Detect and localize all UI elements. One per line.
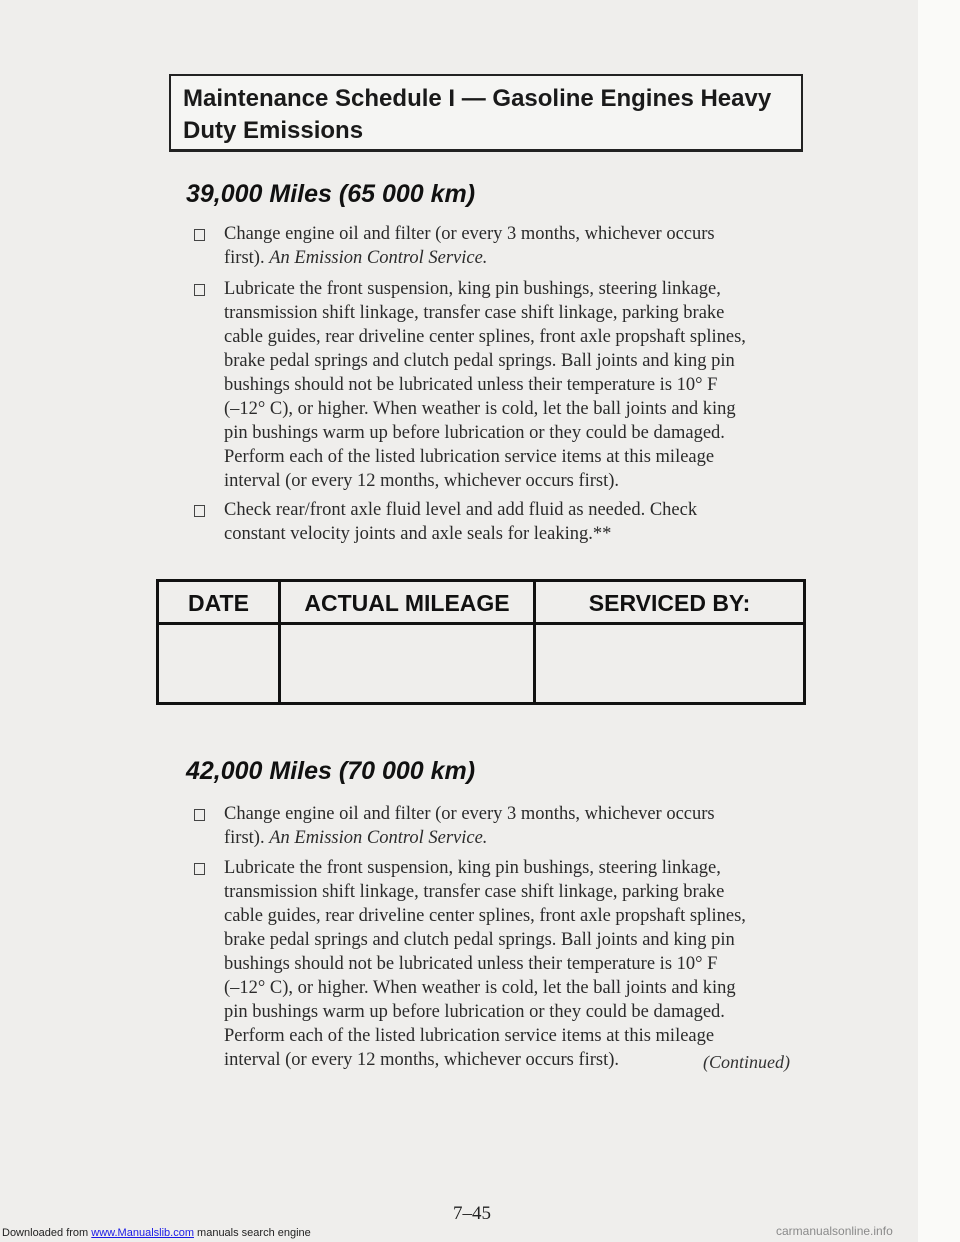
item-text: Lubricate the front suspension, king pin bushings, steering linkage, transmission shift linkage, transfer case shift linkage, parking brake cable guides, rear driveline center splines, front axle propshaft splines, brake pedal springs and clutch pedal springs. Ball joints and king pin bushings should not be lubricated unless their temperature is 10° F (–12° C), or higher. When weather is cold, let the ball joints and king pin bushings warm up before lubrication or they could be damaged. Perform each of the listed lubrication service items at this mileage interval (or every 12 months, whichever occurs first). <box>224 279 746 491</box>
checklist-item <box>195 856 805 1072</box>
item-text: Change engine oil and filter (or every 3 months, whichever occurs first). An Emission Control Service. <box>224 224 715 268</box>
checkbox-icon[interactable] <box>194 284 205 296</box>
checkbox-icon[interactable] <box>194 809 205 821</box>
checklist-item <box>195 277 805 493</box>
service-record-table <box>156 579 806 705</box>
header-serviced-by: SERVICED BY: <box>588 590 751 616</box>
checkbox-icon[interactable] <box>194 863 205 875</box>
continued-note: (Continued) <box>703 1052 790 1072</box>
header-date: DATE <box>188 590 249 616</box>
checklist-item <box>195 498 805 546</box>
checkbox-icon[interactable] <box>194 229 205 241</box>
section-heading-39000: 39,000 Miles (65 000 km) <box>186 180 476 208</box>
manualslib-link[interactable]: www.Manualslib.com <box>91 1227 194 1239</box>
checklist-item <box>195 802 805 850</box>
schedule-title-line1: Maintenance Schedule I — Gasoline Engines Heavy <box>183 85 772 112</box>
download-note: Downloaded from www.Manualslib.com manuals search engine <box>2 1227 311 1239</box>
checklist-item <box>195 222 805 270</box>
schedule-title-box <box>169 74 803 152</box>
date-entry-cell[interactable] <box>159 625 278 702</box>
watermark: carmanualsonline.info <box>776 1224 893 1238</box>
serviced-by-entry-cell[interactable] <box>536 625 803 702</box>
mileage-entry-cell[interactable] <box>281 625 533 702</box>
header-actual-mileage: ACTUAL MILEAGE <box>304 590 510 616</box>
item-text: Check rear/front axle fluid level and add fluid as needed. Check constant velocity joints and axle seals for leaking.** <box>224 500 698 544</box>
page-number: 7–45 <box>453 1203 491 1224</box>
schedule-title-line2: Duty Emissions <box>183 117 364 144</box>
checkbox-icon[interactable] <box>194 505 205 517</box>
page-margin <box>918 0 960 1242</box>
section-heading-42000: 42,000 Miles (70 000 km) <box>186 757 476 785</box>
item-text: Lubricate the front suspension, king pin bushings, steering linkage, transmission shift linkage, transfer case shift linkage, parking brake cable guides, rear driveline center splines, front axle propshaft splines, brake pedal springs and clutch pedal springs. Ball joints and king pin bushings should not be lubricated unless their temperature is 10° F (–12° C), or higher. When weather is cold, let the ball joints and king pin bushings warm up before lubrication or they could be damaged. Perform each of the listed lubrication service items at this mileage interval (or every 12 months, whichever occurs first). <box>224 858 746 1070</box>
item-text: Change engine oil and filter (or every 3 months, whichever occurs first). An Emission Control Service. <box>224 804 715 848</box>
